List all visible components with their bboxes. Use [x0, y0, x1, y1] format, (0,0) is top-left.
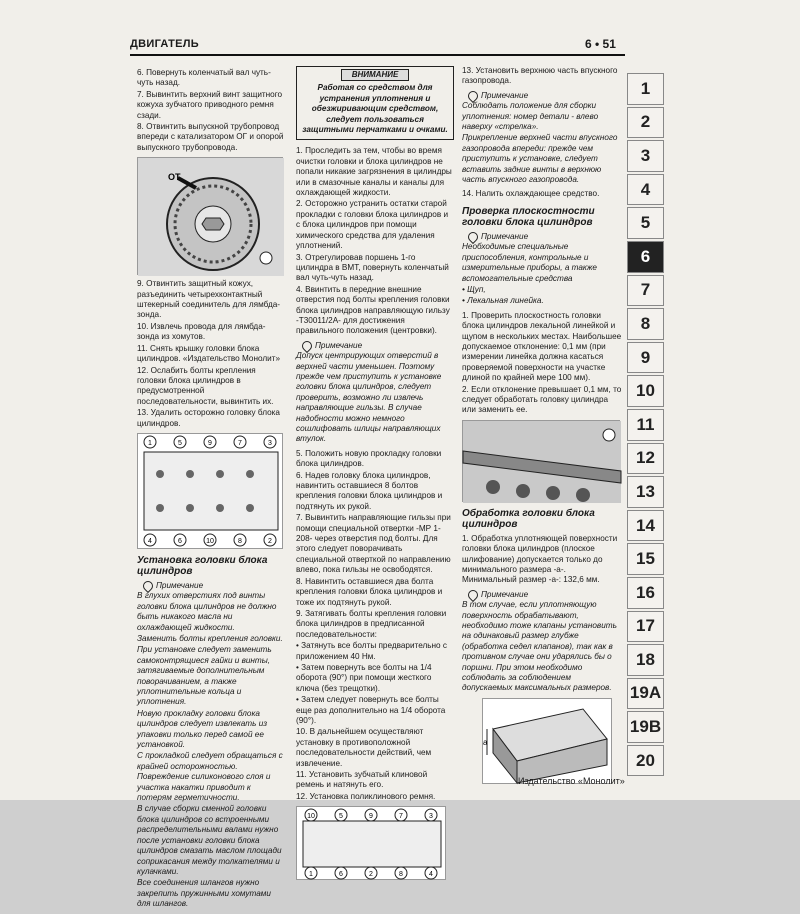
chapter-tabs [627, 73, 664, 778]
note-title: Примечание [315, 340, 363, 350]
step-9: 9. Затягивать болты крепления головки блока цилиндров в предписанной последовательности: [296, 608, 447, 639]
chapter-tab-8[interactable]: 8 [627, 308, 664, 340]
column-middle [296, 66, 454, 884]
seq-bottom-3: 2 [369, 871, 373, 879]
column-right [462, 66, 622, 788]
note-text-2: Заменить болты крепления головки. [137, 633, 283, 643]
machining-step-1: 1. Обработка уплотняющей поверхности головки блока цилиндров (плоское шлифование) допускается только до минимального размера -а-. Минимальный размер -а-: 132,6 мм. [462, 533, 618, 585]
gasket-note [462, 91, 622, 186]
note-text-5: С прокладкой следует обращаться с крайней осторожностью. Повреждение силиконового слоя и участка накатки приводит к потерям герметичности. [137, 751, 283, 803]
torque-bullet-1: • Затянуть все болты предварительно с приложением 40 Нм. [296, 641, 447, 661]
seq-bottom-4: 8 [399, 871, 403, 879]
centering-note [296, 341, 454, 445]
seq-bottom-5: 4 [429, 871, 433, 879]
straightedge-drawing [463, 421, 621, 503]
tool-item-1: • Щуп, [462, 284, 486, 294]
chapter-tab-11[interactable]: 11 [627, 409, 664, 441]
seq-top-4: 7 [399, 813, 403, 821]
flatness-step-2: 2. Если отклонение превышает 0,1 мм, то следует обработать головку цилиндра или заменить ее. [462, 384, 622, 415]
chapter-tab-17[interactable]: 17 [627, 611, 664, 643]
bolt-top-5: 3 [268, 439, 272, 447]
chapter-tab-13[interactable]: 13 [627, 476, 664, 508]
seq-top-2: 5 [339, 813, 343, 821]
step-7: 7. Вывинтить направляющие гильзы при помощи специальной отвертки -МР 1-208- через отверстия под болты. Для этого следует поворачивать специальной отверткой по направлению влево, пока гильзы не освободятся. [296, 513, 451, 575]
install-section-heading: Установка головки блока цилиндров [137, 554, 268, 577]
chapter-tab-12[interactable]: 12 [627, 443, 664, 475]
page-number: 6 • 51 [585, 37, 616, 51]
bolt-sequence-drawing [138, 434, 284, 550]
note-text-4: Новую прокладку головки блока цилиндров следует извлекать из упаковки только перед самой ее установкой. [137, 708, 268, 750]
warning-title: ВНИМАНИЕ [341, 69, 410, 81]
note-text: Допуск центрирующих отверстий в верхней части уменьшен. Поэтому прежде чем приступить к установке головки блока цилиндров, следует проверить, возможно ли извлечь направляющие гильзы. В случае надобности можно немного сошлифовать шлицы направляющих втулок. [296, 351, 442, 444]
column-left [137, 68, 285, 914]
chapter-tab-6-active[interactable]: 6 [627, 241, 664, 273]
ot-mark-label: OT [168, 172, 181, 183]
note-title: Примечание [481, 90, 529, 100]
step-5: 5. Положить новую прокладку головки блока цилиндров. [296, 448, 442, 469]
chapter-tab-14[interactable]: 14 [627, 510, 664, 542]
tools-note [462, 232, 622, 307]
publisher-footer: Издательство «Монолит» [518, 776, 625, 786]
step-13: 13. Установить верхнюю часть впускного газопровода. [462, 66, 618, 86]
chapter-tab-20[interactable]: 20 [627, 745, 664, 777]
tightening-sequence-drawing [297, 807, 447, 881]
straightedge-figure [462, 420, 620, 502]
step-10: 10. Извлечь провода для лямбда-зонда из хомутов. [137, 321, 266, 342]
step-6: 6. Повернуть коленчатый вал чуть-чуть назад. [137, 68, 271, 88]
bolt-top-3: 9 [208, 439, 212, 447]
note-text: В том случае, если уплотняющую поверхность обрабатывают, необходимо тоже клапаны установить на одинаковый размер глубже (обработка седел клапанов), так как в противном случае они ударялись бы о поршни. При этом необходимо соблюдать за соблюдением допускаемых максимальных размеров. [462, 600, 617, 693]
note-title: Примечание [481, 231, 529, 241]
bolt-bottom-4: 8 [238, 537, 242, 545]
note-text-3: При установке следует заменить самоконтрящиеся гайки и винты, затягиваемые дополнительным поворачиванием, а также уплотнительные кольца и уплотнения. [137, 645, 272, 707]
seq-bottom-2: 6 [339, 871, 343, 879]
tool-item-2: • Лекальная линейка. [462, 296, 544, 306]
step-8: 8. Навинтить оставшиеся два болта крепления головки блока цилиндров и тоже их подтянуть рукой. [296, 576, 443, 607]
step-13: 13. Удалить осторожно головку блока цилиндров. [137, 408, 280, 428]
bolt-bottom-5: 2 [268, 537, 272, 545]
chapter-tab-4[interactable]: 4 [627, 174, 664, 206]
note-text-6: В случае сборки сменной головки блока цилиндров со встроенными распределительными валами нужно после установки головки блока цилиндров смазать маслом площади соприкасания между толкателями и кулачками. [137, 804, 282, 876]
bolt-top-2: 5 [178, 439, 182, 447]
step-4: 4. Ввинтить в передние внешние отверстия под болты крепления головки блока цилиндров направляющую гильзу -Т30011/2А- для достижения правильного положения (центровки). [296, 284, 450, 336]
step-8: 8. Отвинтить выпускной трубопровод впереди с катализатором ОГ и опорой выпускного трубопровода. [137, 122, 284, 152]
install-note [137, 581, 285, 910]
bolt-bottom-2: 6 [178, 537, 182, 545]
step-6: 6. Надев головку блока цилиндров, навинтить оставшиеся 8 болтов крепления головки блока цилиндров и подтянуть их рукой. [296, 470, 443, 511]
chapter-tab-2[interactable]: 2 [627, 107, 664, 139]
chapter-tab-10[interactable]: 10 [627, 375, 664, 407]
bolt-bottom-3: 10 [206, 537, 214, 545]
chapter-tab-1[interactable]: 1 [627, 73, 664, 105]
machining-section-heading: Обработка головки блока цилиндров [462, 507, 595, 530]
note-title: Примечание [156, 580, 204, 590]
step-12: 12. Установка поликлинового ремня. [296, 791, 436, 801]
step-3: 3. Отрегулировав поршень 1-го цилиндра в ВМТ, повернуть коленчатый вал чуть-чуть назад. [296, 252, 449, 283]
chapter-tab-18[interactable]: 18 [627, 644, 664, 676]
head-dimension-drawing [483, 699, 613, 785]
bolt-sequence-figure [137, 433, 283, 549]
step-2: 2. Осторожно устранить остатки старой прокладки с головки блока цилиндров и с блока цилиндров при помощи химического средства для удаления уплотнений. [296, 199, 449, 251]
note-text: Необходимые специальные приспособления, контрольные и измерительные приборы, а также вспомогательные средства [462, 242, 597, 283]
flatness-section-heading: Проверка плоскостности головки блока цилиндров [462, 205, 595, 228]
step-14: 14. Налить охлаждающее средство. [462, 189, 600, 199]
step-11: 11. Снять крышку головки блока цилиндров. «Издательство Монолит» [137, 343, 281, 364]
step-1: 1. Проследить за тем, чтобы во время очистки головки и блока цилиндров не попали никакие загрязнения в цилиндры или в смазочные каналы и каналы для охлаждающей жидкости. [296, 146, 452, 198]
bolt-top-4: 7 [238, 439, 242, 447]
chapter-tab-19a[interactable]: 19A [627, 678, 664, 710]
flatness-step-1: 1. Проверить плоскостность головки блока цилиндров лекальной линейкой и щупом в нескольких местах. Наибольшее допускаемое отклонение: 0,1 мм (при измерении линейка должна касаться проверяемой поверхности на участке длиной по крайней мере 100 мм). [462, 310, 622, 383]
section-title: ДВИГАТЕЛЬ [130, 38, 200, 50]
warning-box [296, 66, 454, 140]
timing-belt-drawing [138, 158, 284, 276]
seq-top-5: 3 [429, 813, 433, 821]
dimension-a-label: a [483, 737, 488, 747]
step-11: 11. Установить зубчатый клиновой ремень и натянуть его. [296, 770, 428, 790]
torque-bullet-3: • Затем следует повернуть все болты еще раз дополнительно на 1/4 оборота (90°). [296, 695, 446, 725]
step-10: 10. В дальнейшем осуществляют установку в противоположной последовательности действий, чем извлечение. [296, 727, 432, 768]
header-rule [130, 54, 625, 56]
chapter-tab-7[interactable]: 7 [627, 275, 664, 307]
chapter-tab-9[interactable]: 9 [627, 342, 664, 374]
machining-note [462, 590, 622, 694]
note-title: Примечание [481, 589, 529, 599]
warning-text: Работая со средством для устранения уплотнения и обезжиривающим средством, следует пользоваться защитными перчатками и очками. [302, 83, 448, 135]
seq-top-1: 10 [307, 813, 315, 821]
step-9: 9. Отвинтить защитный кожух, разъединить четырехконтактный штекерный соединитель для лямбда-зонда. [137, 279, 281, 320]
chapter-tab-3[interactable]: 3 [627, 140, 664, 172]
bolt-bottom-1: 4 [148, 537, 152, 545]
seq-bottom-1: 1 [309, 871, 313, 879]
head-dimension-figure [482, 698, 612, 784]
chapter-tab-15[interactable]: 15 [627, 543, 664, 575]
chapter-tab-5[interactable]: 5 [627, 207, 664, 239]
torque-bullet-2: • Затем повернуть все болты на 1/4 оборота (90°) при помощи жесткого ключа (без трещотки). [296, 662, 432, 693]
tightening-sequence-figure [296, 806, 446, 880]
note-text-2: Прикрепление верхней части впускного газопровода впереди: прежде чем приступить к установке, следует вставить задние винты в верхнюю часть впускного газопровода. [462, 133, 618, 185]
chapter-tab-19b[interactable]: 19B [627, 711, 664, 743]
note-text: Соблюдать положение для сборки уплотнения: номер детали - влево наверху «стрелка». [462, 101, 599, 132]
timing-belt-figure [137, 157, 283, 275]
note-text-1: В глухих отверстиях под винты головки блока цилиндров не должно быть никакого масла ни охлаждающей жидкости. [137, 591, 277, 632]
note-text-7: Все соединения шлангов нужно закрепить пружинными хомутами для шлангов. [137, 878, 271, 909]
seq-top-3: 9 [369, 813, 373, 821]
step-12: 12. Ослабить болты крепления головки блока цилиндров в предусмотренной последовательности, вывинтить их. [137, 365, 274, 406]
chapter-tab-16[interactable]: 16 [627, 577, 664, 609]
step-7: 7. Вывинтить верхний винт защитного кожуха зубчатого приводного ремня сзади. [137, 89, 283, 120]
bolt-top-1: 1 [148, 439, 152, 447]
